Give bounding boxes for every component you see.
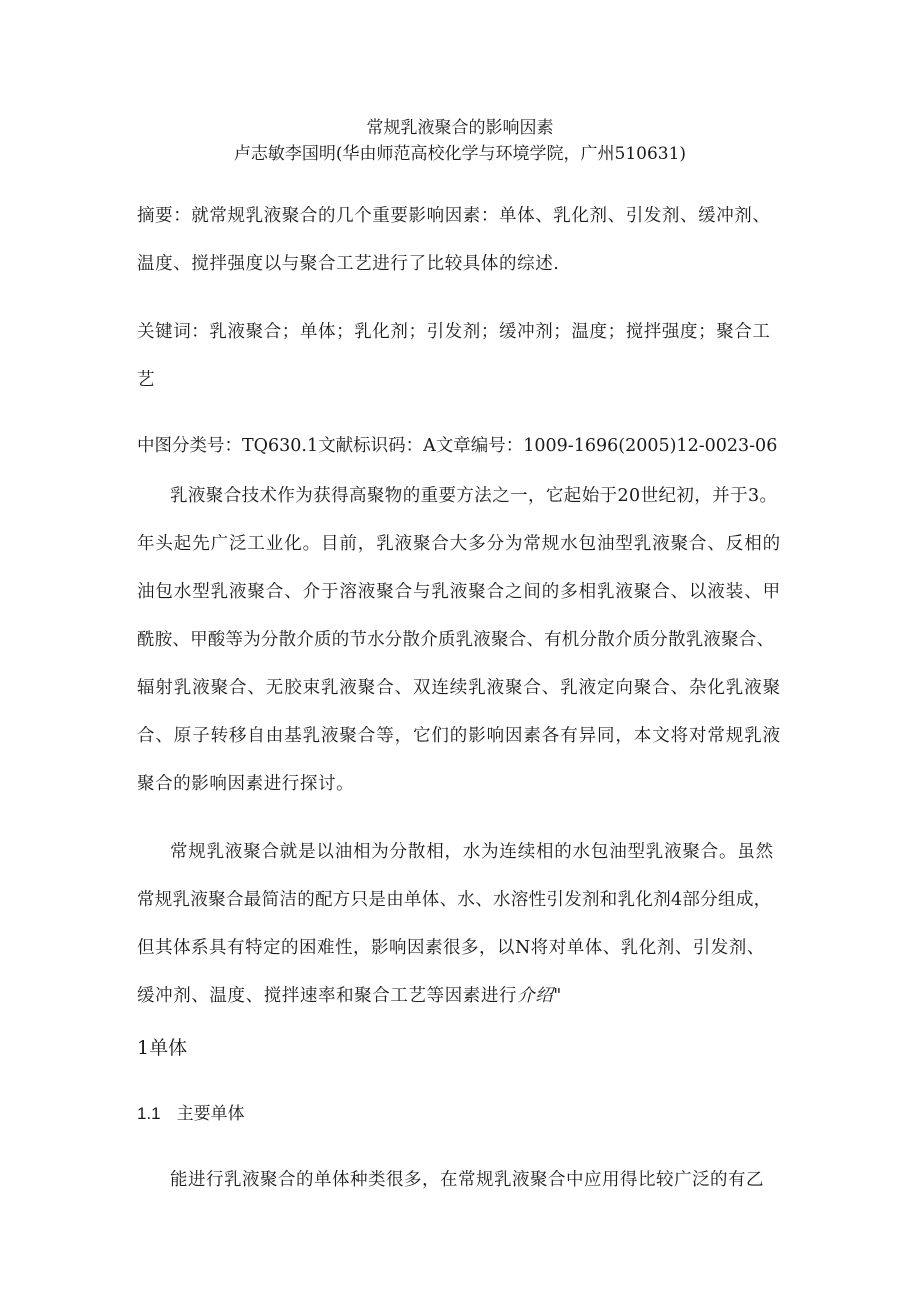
paragraph-line (137, 984, 787, 1008)
subsection-heading (137, 1102, 245, 1126)
document-authors: 卢志敏李国明(华由师范高校化学与环境学院，广州510631) (233, 144, 687, 164)
paragraph-line: 合、原子转移自由基乳液聚合等，它们的影响因素各有异同，本文将对常规乳液 (137, 726, 781, 746)
paragraph-line: 聚合的影响因素进行探讨。 (137, 774, 355, 794)
paragraph-line: 乳液聚合技术作为获得高聚物的重要方法之一，它起始于20世纪初，并于3。 (170, 486, 778, 506)
paragraph-line: 常规乳液聚合最简洁的配方只是由单体、水、水溶性引发剂和乳化剂4部分组成， (137, 890, 772, 910)
subsection-number: 1.1 (137, 1104, 161, 1123)
paragraph-tail: 介绍" (517, 986, 562, 1006)
section-heading: 1单体 (137, 1037, 188, 1059)
paragraph-line: 辐射乳液聚合、无胶束乳液聚合、双连续乳液聚合、乳液定向聚合、杂化乳液聚 (137, 678, 781, 698)
document-title: 常规乳液聚合的影响因素 (366, 118, 554, 138)
paragraph-text: 缓冲剂、温度、搅拌速率和聚合工艺等因素进行 (137, 986, 518, 1006)
keywords-line: 艺 (137, 370, 156, 390)
abstract-line: 温度、搅拌强度以与聚合工艺进行了比较具体的综述. (137, 254, 560, 274)
keywords-line: 关键词：乳液聚合；单体；乳化剂；引发剂；缓冲剂；温度；搅拌强度；聚合工 (137, 322, 771, 342)
abstract-line: 摘要：就常规乳液聚合的几个重要影响因素：单体、乳化剂、引发剂、缓冲剂、 (137, 206, 771, 226)
paragraph-line: 但其体系具有特定的困难性，影响因素很多，以N将对单体、乳化剂、引发剂、 (137, 938, 765, 958)
paragraph-line: 油包水型乳液聚合、介于溶液聚合与乳液聚合之间的多相乳液聚合、以液装、甲 (137, 582, 781, 602)
paragraph-line: 酰胺、甲酸等为分散介质的节水分散介质乳液聚合、有机分散介质分散乳液聚合、 (137, 630, 775, 650)
classification-line: 中图分类号：TQ630.1文献标识码：A文章编号：1009-1696(2005)12-0023-06 (137, 436, 778, 456)
paragraph-line: 年头起先广泛工业化。目前，乳液聚合大多分为常规水包油型乳液聚合、反相的 (137, 534, 781, 554)
paragraph-line: 常规乳液聚合就是以油相为分散相，水为连续相的水包油型乳液聚合。虽然 (170, 842, 774, 862)
paragraph-line: 能进行乳液聚合的单体种类很多，在常规乳液聚合中应用得比较广泛的有乙 (170, 1170, 764, 1190)
subsection-title: 主要单体 (176, 1104, 245, 1124)
